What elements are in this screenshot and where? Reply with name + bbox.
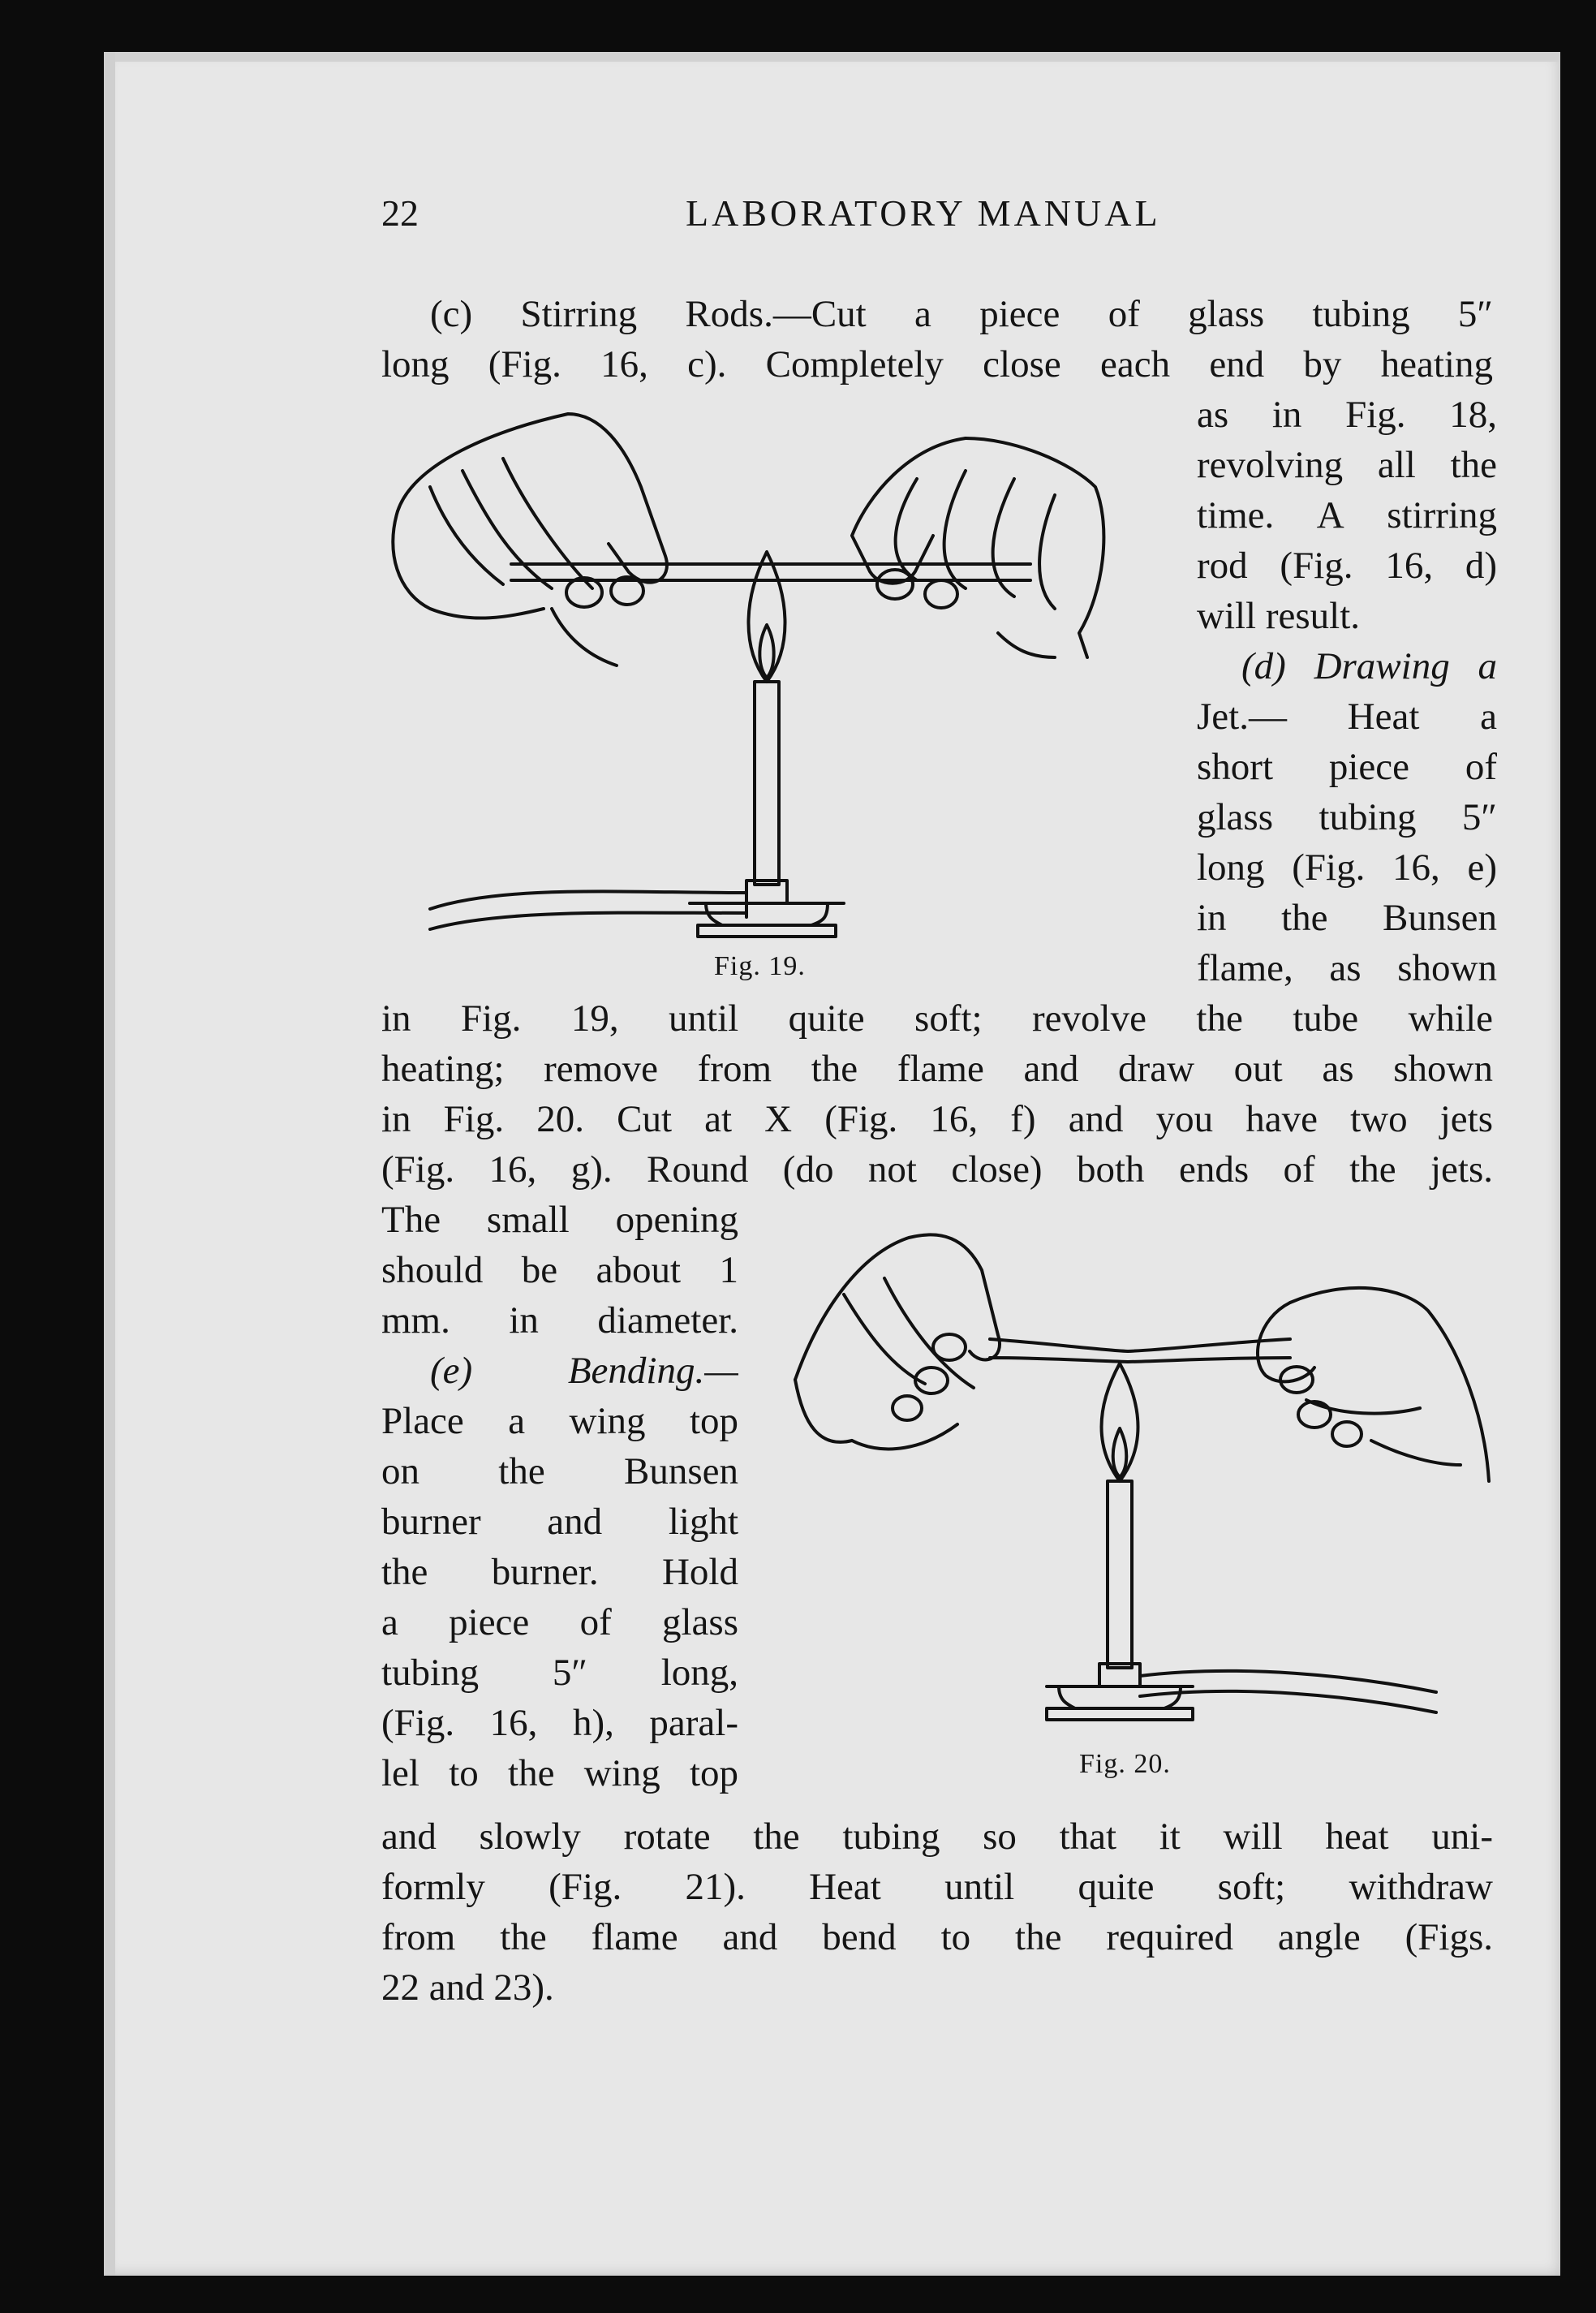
text-line: heating; remove from the flame and draw out as shown xyxy=(381,1048,1493,1090)
text-line: (d) Drawing a xyxy=(1241,645,1497,687)
text-line: long (Fig. 16, e) xyxy=(1197,846,1497,889)
text-line: 22 and 23). xyxy=(381,1966,554,2009)
text-line: Jet.— Heat a xyxy=(1197,696,1497,738)
text-line: (e) Bending.— xyxy=(430,1350,738,1392)
text-line: (Fig. 16, h), paral- xyxy=(381,1702,738,1744)
text-line: a piece of glass xyxy=(381,1601,738,1643)
figure-20-caption: Fig. 20. xyxy=(1079,1749,1171,1779)
figure-19-caption: Fig. 19. xyxy=(714,951,806,981)
page-number: 22 xyxy=(381,192,419,234)
text-line: time. A stirring xyxy=(1197,494,1497,536)
text-line: long (Fig. 16, c). Completely close each end by heating xyxy=(381,343,1493,386)
text-line: (c) Stirring Rods.—Cut a piece of glass tubing 5″ xyxy=(430,293,1493,335)
text-line: in the Bunsen xyxy=(1197,897,1497,939)
text-line: in Fig. 19, until quite soft; revolve the tube while xyxy=(381,997,1493,1040)
page-edge-left xyxy=(104,52,115,2276)
text-line: The small opening xyxy=(381,1199,738,1241)
page-edge-top xyxy=(104,52,1560,62)
text-line: Place a wing top xyxy=(381,1400,738,1442)
text-line: revolving all the xyxy=(1197,444,1497,486)
text-line: as in Fig. 18, xyxy=(1197,394,1497,436)
text-line: short piece of xyxy=(1197,746,1497,788)
figure-19-illustration xyxy=(381,390,1185,966)
text-line: the burner. Hold xyxy=(381,1551,738,1593)
text-line: rod (Fig. 16, d) xyxy=(1197,545,1497,587)
text-line: flame, as shown xyxy=(1197,947,1497,989)
text-line: will result. xyxy=(1197,595,1361,637)
text-line: glass tubing 5″ xyxy=(1197,796,1497,838)
text-line: in Fig. 20. Cut at X (Fig. 16, f) and you have two jets xyxy=(381,1098,1493,1140)
text-line: on the Bunsen xyxy=(381,1450,738,1492)
text-line: lel to the wing top xyxy=(381,1752,738,1794)
running-title: LABORATORY MANUAL xyxy=(686,192,1161,234)
text-line: mm. in diameter. xyxy=(381,1299,738,1342)
text-line: (Fig. 16, g). Round (do not close) both ends of the jets. xyxy=(381,1148,1493,1191)
text-line: from the flame and bend to the required angle (Figs. xyxy=(381,1916,1493,1958)
text-line: should be about 1 xyxy=(381,1249,738,1291)
text-line: and slowly rotate the tubing so that it will heat uni- xyxy=(381,1816,1493,1858)
text-line: burner and light xyxy=(381,1501,738,1543)
figure-20-illustration xyxy=(787,1221,1501,1741)
text-line: formly (Fig. 21). Heat until quite soft; withdraw xyxy=(381,1866,1493,1908)
text-line: tubing 5″ long, xyxy=(381,1652,738,1694)
